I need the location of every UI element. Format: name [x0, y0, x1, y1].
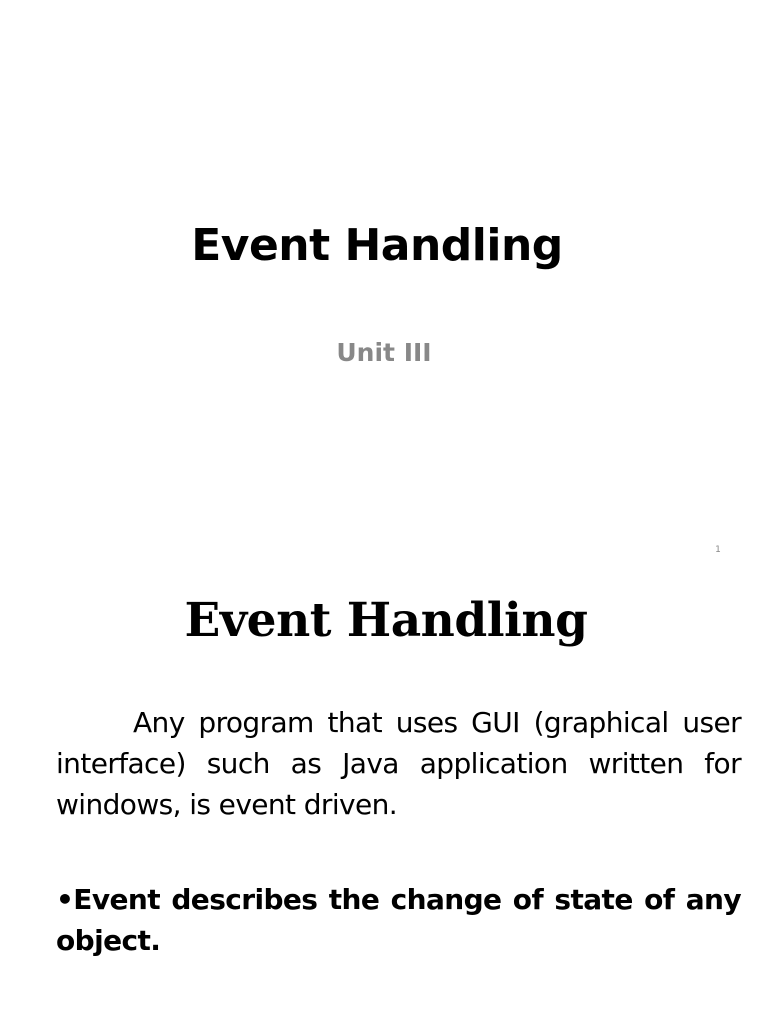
page-number: 1	[715, 545, 721, 555]
slide-title: Event Handling	[191, 220, 563, 271]
slide-body	[56, 702, 741, 961]
slide-title: Event Handling	[184, 593, 588, 648]
body-paragraph: Any program that uses GUI (graphical user interface) such as Java application written for windows, is event driven.	[56, 706, 741, 821]
bullet-point: •Event describes the change of state of any object.	[56, 883, 741, 957]
slide-2	[0, 576, 768, 1024]
slide-subtitle: Unit III	[336, 338, 432, 367]
